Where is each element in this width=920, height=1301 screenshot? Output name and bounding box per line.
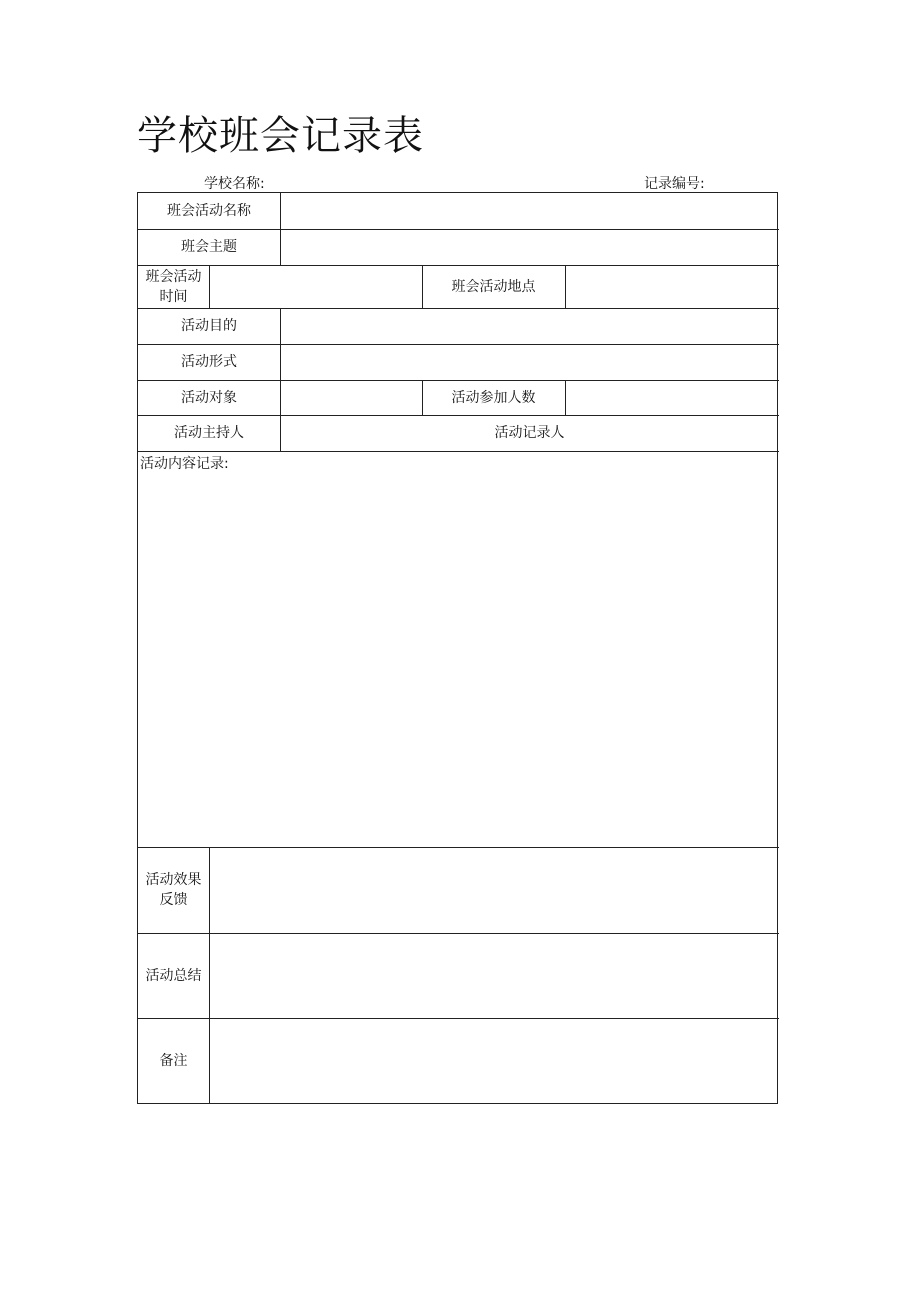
content-record-field[interactable] — [138, 473, 779, 847]
school-name-label: 学校名称: — [204, 176, 265, 192]
remarks-label: 备注 — [159, 1053, 188, 1069]
time-field[interactable] — [209, 265, 422, 308]
time-label: 班会活动时间 — [145, 268, 202, 305]
activity-name-field[interactable] — [280, 193, 779, 229]
page-title: 学校班会记录表 — [137, 113, 424, 159]
theme-label: 班会主题 — [181, 239, 237, 255]
activity-name-label: 班会活动名称 — [167, 203, 251, 219]
location-field[interactable] — [565, 265, 779, 308]
feedback-label: 活动效果反馈 — [145, 872, 202, 908]
location-label: 班会活动地点 — [451, 278, 536, 295]
record-number-label: 记录编号: — [644, 176, 705, 192]
participants-label: 活动参加人数 — [451, 389, 536, 406]
audience-field[interactable] — [280, 380, 422, 415]
participants-field[interactable] — [565, 380, 779, 415]
format-field[interactable] — [280, 344, 779, 380]
summary-label: 活动总结 — [145, 967, 202, 984]
feedback-field[interactable] — [209, 847, 779, 933]
remarks-field[interactable] — [209, 1018, 779, 1104]
purpose-field[interactable] — [280, 308, 779, 344]
audience-label: 活动对象 — [181, 389, 237, 406]
purpose-label: 活动目的 — [181, 318, 237, 334]
record-form-table — [137, 192, 778, 1104]
theme-field[interactable] — [280, 229, 779, 265]
recorder-label: 活动记录人 — [494, 425, 565, 441]
format-label: 活动形式 — [181, 354, 237, 370]
host-label: 活动主持人 — [174, 425, 244, 441]
summary-field[interactable] — [209, 933, 779, 1018]
row-divider — [138, 451, 779, 452]
content-record-label: 活动内容记录: — [140, 456, 229, 472]
